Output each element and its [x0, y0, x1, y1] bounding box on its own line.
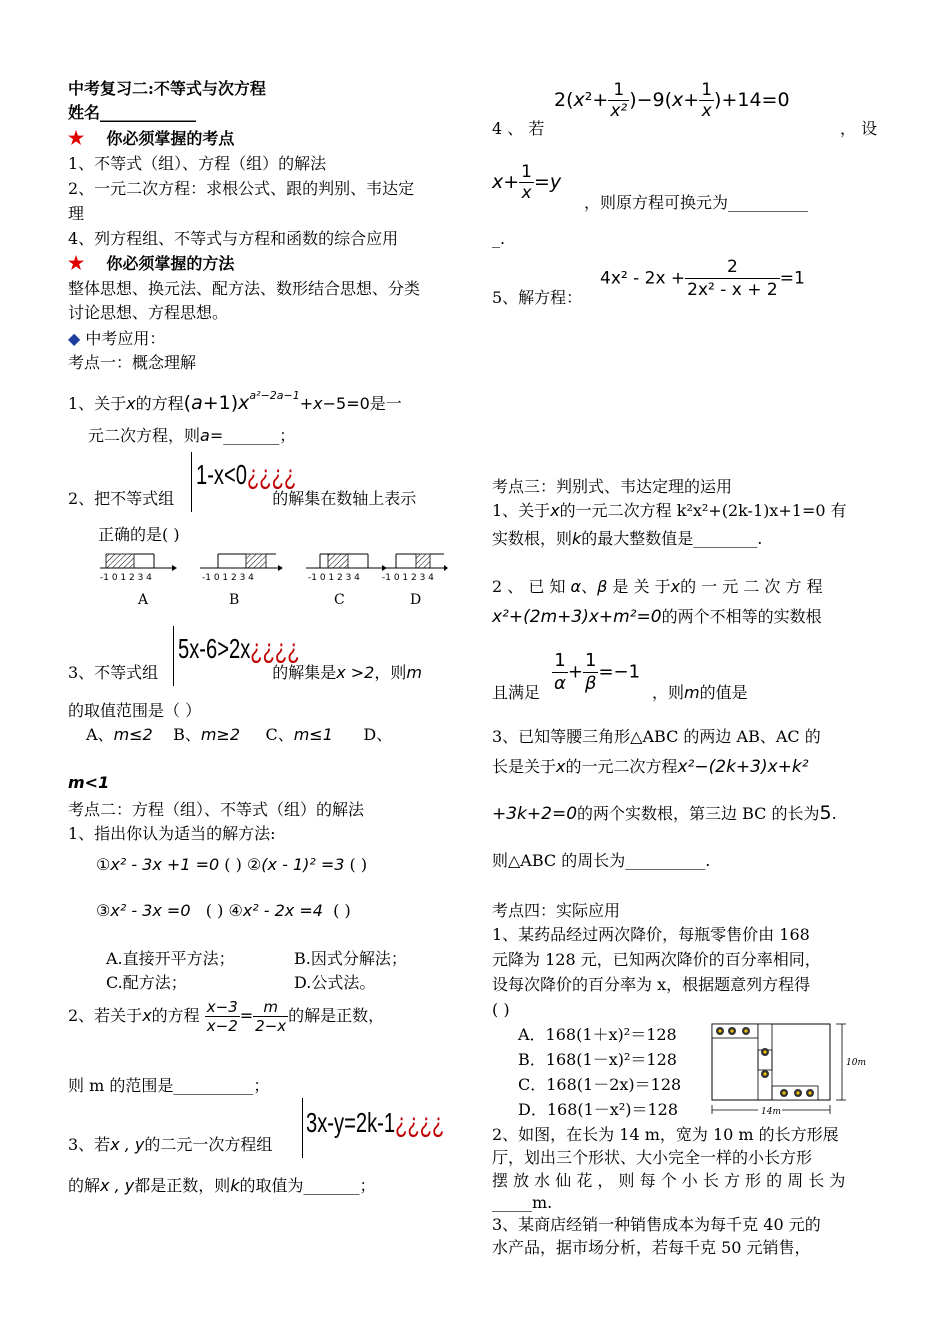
s3-q3-line4: 则△ABC 的周长为__________. — [492, 851, 711, 870]
s3-q1-line2: 实数根，则k的最大整数值是________. — [492, 529, 763, 548]
s2-q2-line2: 则 m 的范围是__________； — [68, 1076, 270, 1095]
s1-q2-line2: 正确的是( ) — [98, 525, 180, 544]
s1-q1-line2: 元二次方程，则a=_______； — [88, 426, 296, 445]
s4-q1-line: 1、某药品经过两次降价，每瓶零售价由 168 — [492, 925, 810, 944]
s1-q3-system: 5x-6>2x¿¿¿¿ — [178, 633, 300, 664]
s4-q2-line: 厅，划出三个形状、大小完全一样的小长方形 — [492, 1148, 813, 1167]
q5-prefix: 5、解方程： — [492, 288, 583, 307]
s3-q3-line2: 长是关于x的一元二次方程x²−(2k+3)x+k² — [492, 757, 809, 777]
s3-q2-condition: $\frac{1}{\alpha}$ + $\frac{1}{\beta}$ =−1 — [554, 650, 641, 694]
s4-q1-line: 设每次降价的百分率为 x，根据题意列方程得 — [492, 975, 811, 994]
height-label: 10m — [846, 1058, 866, 1068]
kaodian-item: 4、列方程组、不等式与方程和函数的综合应用 — [68, 229, 399, 248]
s2-eq-row1: ①x² - 3x +1 =0 ( ) ②(x - 1)² =3 ( ) — [96, 855, 368, 874]
page-title: 中考复习二:不等式与次方程 — [68, 79, 266, 98]
s4-q1-paren: ( ) — [492, 1000, 510, 1019]
s3-q2: 2 、 已 知 α、β 是 关 于x的 一 元 二 次 方 程 — [492, 577, 823, 596]
s3-q2-line3b: ，则m的值是 — [652, 683, 748, 702]
tick-labels: -1 0 1 2 3 4 — [308, 573, 360, 583]
s1-q1: 1、关于x的方程$(a+1)x^{a^2-2a-1}+x-5=0$是一 — [68, 389, 402, 414]
option-d-number-line — [380, 554, 448, 571]
s3-q3-line3: +3k+2=0的两个实数根，第三边 BC 的长为5. — [492, 802, 837, 824]
s1-q3: 3、不等式组 的解集是x >2，则m — [68, 663, 422, 682]
kaodian-item: 2、一元二次方程：求根公式、跟的判别、韦达定 — [68, 179, 415, 198]
section1-heading: 考点一：概念理解 — [68, 353, 197, 372]
option-label: B — [229, 592, 240, 608]
q4-suffix: ，则原方程可换元为__________ — [584, 193, 809, 212]
q4-prefix: 4 、 若 — [492, 119, 545, 138]
kaodian-item: 理 — [68, 204, 85, 223]
option-b-number-line — [200, 554, 283, 571]
option-label: D — [410, 592, 422, 608]
option-label: C — [334, 592, 345, 608]
s4-q1-option: D．168(1－x²)＝128 — [518, 1100, 679, 1119]
s1-q3-options: A、m≤2 B、m≥2 C、m≤1 D、 — [86, 725, 393, 744]
section3-heading: 考点三：判别式、韦达定理的运用 — [492, 477, 733, 496]
star-icon: ★ — [68, 128, 85, 149]
q4-equation: 2(x²+ $\frac{1}{\text{x²}}$ )−9(x+ $\frac{1}{x}$ )+14=0 — [554, 80, 790, 121]
fangfa-line: 整体思想、换元法、配方法、数形结合思想、分类 — [68, 279, 421, 298]
method-option: C.配方法； — [106, 973, 187, 992]
option-label: A — [138, 592, 149, 608]
tick-labels: -1 0 1 2 3 4 — [100, 573, 152, 583]
q4-tail: _. — [492, 229, 506, 248]
s2-q3-system: 3x-y=2k-1¿¿¿¿ — [306, 1107, 445, 1138]
option-a-number-line — [100, 554, 177, 571]
s1-q3-option-d: m<1 — [68, 773, 110, 792]
method-option: B.因式分解法； — [294, 949, 407, 968]
name-field-label: 姓名____________ — [68, 103, 197, 122]
diamond-icon: ◆ — [68, 329, 81, 348]
brace — [302, 1098, 303, 1158]
q4-substitution: x+ $\frac{1}{x}$ =y — [492, 162, 562, 203]
s4-q2-line: 2、如图，在长为 14 m，宽为 10 m 的长方形展 — [492, 1125, 839, 1144]
s2-eq-row2: ③x² - 3x =0 ( ) ④x² - 2x =4 ( ) — [96, 901, 351, 920]
star-icon: ★ — [68, 253, 85, 274]
tick-labels: -1 0 1 2 3 4 — [202, 573, 254, 583]
fangfa-line: 讨论思想、方程思想。 — [68, 303, 229, 322]
s2-q2: 2、若关于x的方程 $\frac{x-3}{x-2}$ = $\frac{m}{2-x}$ 的解是正数， — [68, 998, 385, 1035]
s4-q1-option: C．168(1－2x)＝128 — [518, 1075, 682, 1094]
method-option: D.公式法。 — [294, 973, 376, 992]
s4-q1-option: A．168(1＋x)²＝128 — [518, 1025, 677, 1044]
tick-labels: -1 0 1 2 3 4 — [382, 573, 434, 583]
section4-heading: 考点四：实际应用 — [492, 901, 621, 920]
s3-q2-line2: x²+(2m+3)x+m²=0的两个不相等的实数根 — [492, 607, 822, 627]
s3-q1: 1、关于x的一元二次方程 k²x²+(2k-1)x+1=0 有 — [492, 501, 847, 520]
s4-q2-line: 摆 放 水 仙 花 ， 则 每 个 小 长 方 形 的 周 长 为 — [492, 1171, 846, 1190]
section2-heading: 考点二：方程（组）、不等式（组）的解法 — [68, 800, 365, 819]
s1-q3-line2: 的取值范围是（ ） — [68, 701, 202, 720]
width-label: 14m — [761, 1107, 781, 1116]
s2-q3: 3、若x , y的二元一次方程组 — [68, 1135, 273, 1154]
s4-q3-line: 水产品，据市场分析，若每千克 50 元销售， — [492, 1238, 811, 1257]
q4-set: ， 设 — [840, 119, 878, 138]
option-c-number-line — [306, 554, 387, 571]
s4-q3-line: 3、某商店经销一种销售成本为每千克 40 元的 — [492, 1215, 821, 1234]
exhibition-hall-figure — [706, 1020, 866, 1116]
kaodian-item: 1、不等式（组）、方程（组）的解法 — [68, 154, 327, 173]
s3-q3: 3、已知等腰三角形△ABC 的两边 AB、AC 的 — [492, 727, 821, 746]
flower-rect — [758, 1024, 772, 1070]
kaodian-heading: ★ 你必须掌握的考点 — [68, 128, 235, 149]
s3-q2-line3: 且满足 — [492, 683, 541, 702]
s2-q3-line2: 的解x , y都是正数，则k的取值为_______； — [68, 1176, 376, 1195]
method-option: A.直接开平方法； — [106, 949, 235, 968]
s4-q1-option: B．168(1－x)²＝128 — [518, 1050, 677, 1069]
s4-q1-line: 元降为 128 元，已知两次降价的百分率相同， — [492, 950, 821, 969]
number-line-options — [98, 548, 448, 610]
q5-equation: 4x² - 2x + $\frac{2}{\text{2x² - x + 2}}$ =1 — [600, 257, 805, 300]
zhongkao-heading: ◆ 中考应用： — [68, 329, 166, 348]
s1-q2: 2、把不等式组 的解集在数轴上表示 — [68, 489, 417, 508]
s1-q2-system: 1-x<0¿¿¿¿ — [196, 459, 297, 490]
fangfa-heading: ★ 你必须掌握的方法 — [68, 253, 235, 274]
s4-q2-line: _____m. — [492, 1193, 553, 1212]
s2-q1: 1、指出你认为适当的解方法: — [68, 824, 276, 843]
